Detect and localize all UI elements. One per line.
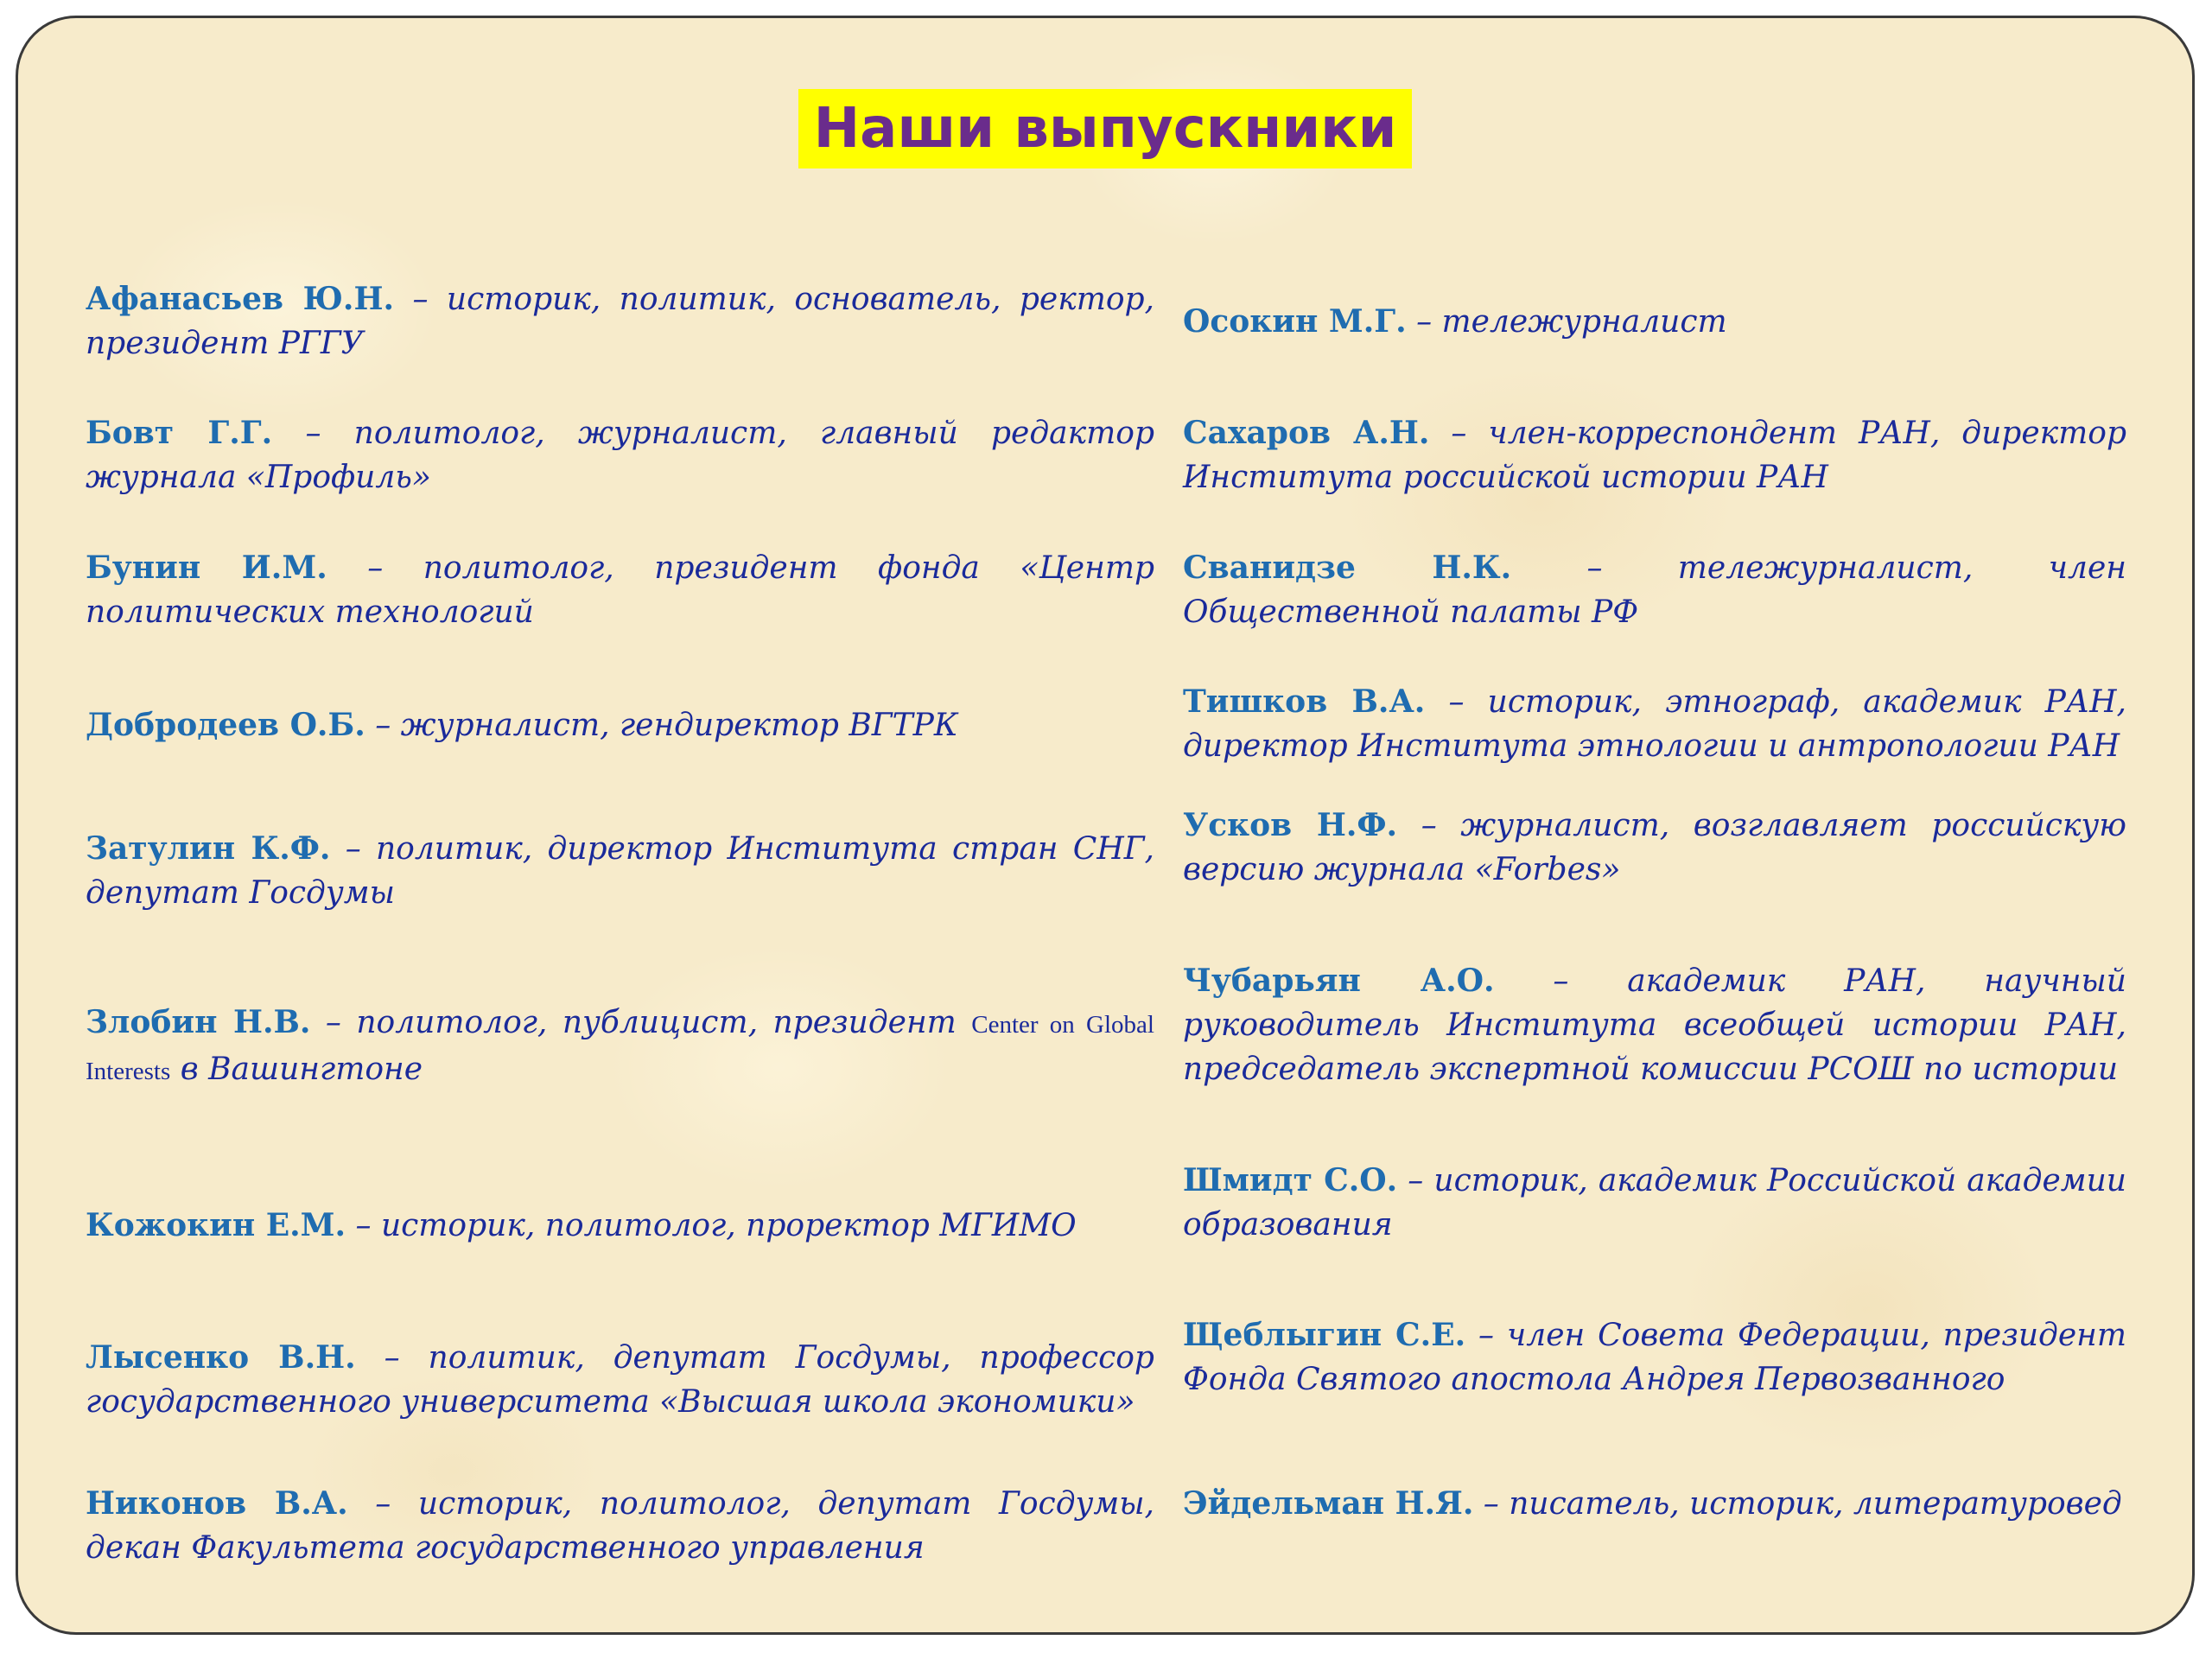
alumni-entry: [86, 827, 1154, 915]
alumni-entry: [86, 546, 1154, 634]
alumni-name: Сванидзе Н.К.: [1183, 550, 1512, 586]
alumni-name: Шмидт С.О.: [1183, 1162, 1398, 1198]
alumni-entry: [1183, 1313, 2126, 1402]
alumni-description: – академик РАН, научный руководитель Института всеобщей истории РАН, председатель экспертной комиссии РСОШ по истории: [1183, 963, 2126, 1087]
alumni-entry: [1183, 959, 2126, 1091]
alumni-entry: [86, 1336, 1154, 1424]
alumni-description: – политолог, журналист, главный редактор журнала «Профиль»: [86, 416, 1154, 495]
alumni-name: Кожокин Е.М.: [86, 1207, 346, 1243]
alumni-description-end: в Вашингтоне: [170, 1052, 423, 1087]
alumni-entry: [1183, 680, 2126, 768]
alumni-entry: [1183, 546, 2126, 634]
alumni-name: Афанасьев Ю.Н.: [86, 281, 395, 317]
alumni-name: Усков Н.Ф.: [1183, 807, 1398, 843]
alumni-name: Эйдельман Н.Я.: [1183, 1485, 1474, 1522]
alumni-name: Затулин К.Ф.: [86, 830, 331, 867]
alumni-entry: [86, 1482, 1154, 1570]
alumni-description: – политик, депутат Госдумы, профессор государственного университета «Высшая школа экономики»: [86, 1340, 1154, 1420]
alumni-name: Чубарьян А.О.: [1183, 963, 1495, 999]
slide: [16, 16, 2195, 1635]
alumni-description: – историк, политолог, проректор МГИМО: [346, 1208, 1077, 1243]
alumni-description: – политолог, публицист, президент: [310, 1005, 972, 1040]
alumni-description: – политолог, президент фонда «Центр политических технологий: [86, 550, 1155, 630]
alumni-name: Никонов В.А.: [86, 1485, 348, 1522]
alumni-entry: [86, 1001, 1154, 1094]
alumni-description: – историк, политолог, депутат Госдумы, декан Факультета государственного управления: [86, 1486, 1155, 1566]
alumni-name: Сахаров А.Н.: [1183, 415, 1430, 451]
alumni-entry: [1183, 1482, 2126, 1526]
alumni-description: – историк, академик Российской академии образования: [1183, 1163, 2126, 1243]
alumni-description: – историк, этнограф, академик РАН, директор Института этнологии и антропологии РАН: [1183, 684, 2126, 764]
alumni-entry: [86, 277, 1154, 365]
alumni-name: Лысенко В.Н.: [86, 1339, 356, 1376]
alumni-description: – историк, политик, основатель, ректор, президент РГГУ: [86, 282, 1154, 361]
title-wrap: [18, 89, 2192, 168]
alumni-entry: [1183, 1159, 2126, 1247]
alumni-description: – журналист, возглавляет российскую версию журнала «Forbes»: [1183, 808, 2126, 887]
alumni-entry: [86, 411, 1154, 499]
alumni-description: – тележурналист: [1406, 304, 1727, 340]
alumni-description: – член-корреспондент РАН, директор Института российской истории РАН: [1183, 416, 2126, 495]
alumni-entry: [1183, 411, 2126, 499]
alumni-description: – член Совета Федерации, президент Фонда Святого апостола Андрея Первозванного: [1183, 1318, 2126, 1397]
alumni-entry: [86, 703, 1154, 747]
alumni-name: Бунин И.М.: [86, 550, 327, 586]
alumni-description: – тележурналист, член Общественной палаты РФ: [1183, 550, 2126, 630]
slide-title: Наши выпускники: [798, 89, 1413, 168]
alumni-entry: [86, 1204, 1154, 1248]
alumni-name: Осокин М.Г.: [1183, 303, 1407, 340]
alumni-name: Бовт Г.Г.: [86, 415, 273, 451]
alumni-entry: [1183, 300, 2126, 344]
alumni-name: Тишков В.А.: [1183, 683, 1426, 720]
alumni-name: Добродеев О.Б.: [86, 707, 365, 743]
alumni-description: – писатель, историк, литературовед: [1473, 1486, 2122, 1522]
alumni-entry: [1183, 804, 2126, 892]
alumni-name: Злобин Н.В.: [86, 1004, 311, 1040]
alumni-organization: Center on Global Interests: [86, 1011, 1154, 1085]
alumni-name: Щеблыгин С.Е.: [1183, 1317, 1466, 1353]
alumni-description: – журналист, гендиректор ВГТРК: [365, 708, 958, 743]
alumni-description: – политик, директор Института стран СНГ, депутат Госдумы: [86, 831, 1155, 911]
